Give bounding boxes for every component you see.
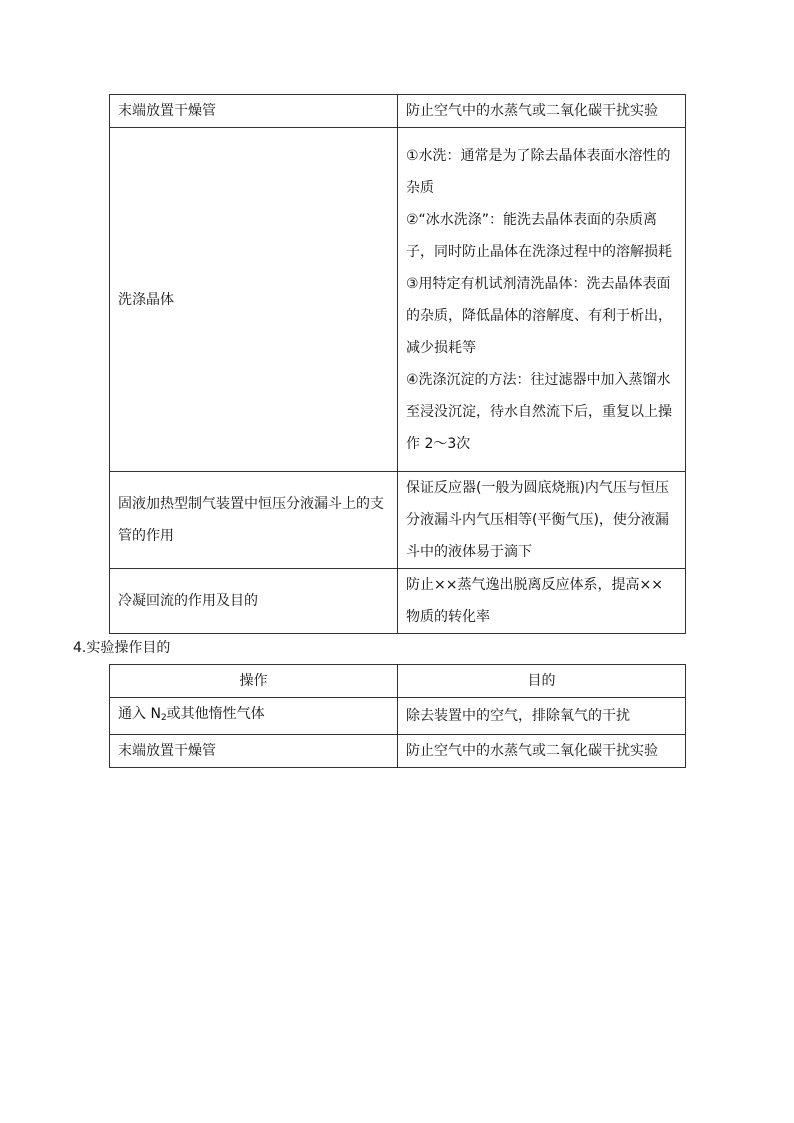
table-cell: [110, 472, 398, 569]
text-line: ④洗涤沉淀的方法：往过滤器中加入蒸馏水: [406, 371, 671, 388]
text-line: 至浸没沉淀，待水自然流下后，重复以上操: [406, 403, 672, 420]
table-cell: [110, 698, 398, 735]
text-line: 保证反应器(一般为圆底烧瓶)内气压与恒压: [406, 480, 669, 496]
table-cell: 末端放置干燥管: [110, 95, 398, 128]
column-header-purpose: 目的: [398, 665, 686, 698]
text-line: ③用特定有机试剂清洗晶体：洗去晶体表面: [406, 275, 671, 292]
table-row: [110, 95, 686, 128]
table-header-row: [110, 665, 686, 698]
table-row: [110, 698, 686, 735]
table-row: [110, 735, 686, 768]
operation-text-prefix: 通入 N: [118, 706, 161, 722]
text-line: ②“冰水洗涤”：能洗去晶体表面的杂质离: [406, 211, 658, 228]
text-line: 作 2～3次: [406, 435, 471, 452]
operation-purpose-table: [109, 664, 686, 768]
text-line: 分液漏斗内气压相等(平衡气压)，使分液漏: [406, 512, 669, 528]
table-cell: 除去装置中的空气，排除氧气的干扰: [398, 698, 686, 735]
subscript: 2: [160, 713, 167, 723]
table-cell: 防止空气中的水蒸气或二氧化碳干扰实验: [398, 95, 686, 128]
text-line: 斗中的液体易于滴下: [406, 544, 532, 560]
table-row: [110, 128, 686, 472]
table-row: [110, 472, 686, 569]
section-heading: 4.实验操作目的: [73, 640, 171, 656]
text-line: 杂质: [406, 179, 434, 196]
table-row: [110, 569, 686, 634]
purpose-table-continued: [109, 94, 686, 634]
text-line: ①水洗：通常是为了除去晶体表面水溶性的: [406, 147, 671, 164]
text-line: 减少损耗等: [406, 339, 476, 356]
text-line: 防止××蒸气逸出脱离反应体系，提高××: [406, 577, 663, 593]
text-line: 管的作用: [118, 528, 174, 544]
text-line: 子，同时防止晶体在洗涤过程中的溶解损耗: [406, 243, 672, 260]
table-cell: 洗涤晶体: [110, 128, 398, 472]
text-line: 物质的转化率: [406, 609, 490, 625]
table-cell: [398, 128, 686, 472]
table-cell: 防止空气中的水蒸气或二氧化碳干扰实验: [398, 735, 686, 768]
text-line: 的杂质，降低晶体的溶解度、有利于析出，: [406, 307, 672, 324]
operation-text-suffix: 或其他惰性气体: [166, 706, 265, 722]
column-header-operation: 操作: [110, 665, 398, 698]
text-line: 固液加热型制气装置中恒压分液漏斗上的支: [118, 496, 384, 512]
table-cell: [398, 472, 686, 569]
table-cell: 冷凝回流的作用及目的: [110, 569, 398, 634]
table-cell: 末端放置干燥管: [110, 735, 398, 768]
table-cell: [398, 569, 686, 634]
